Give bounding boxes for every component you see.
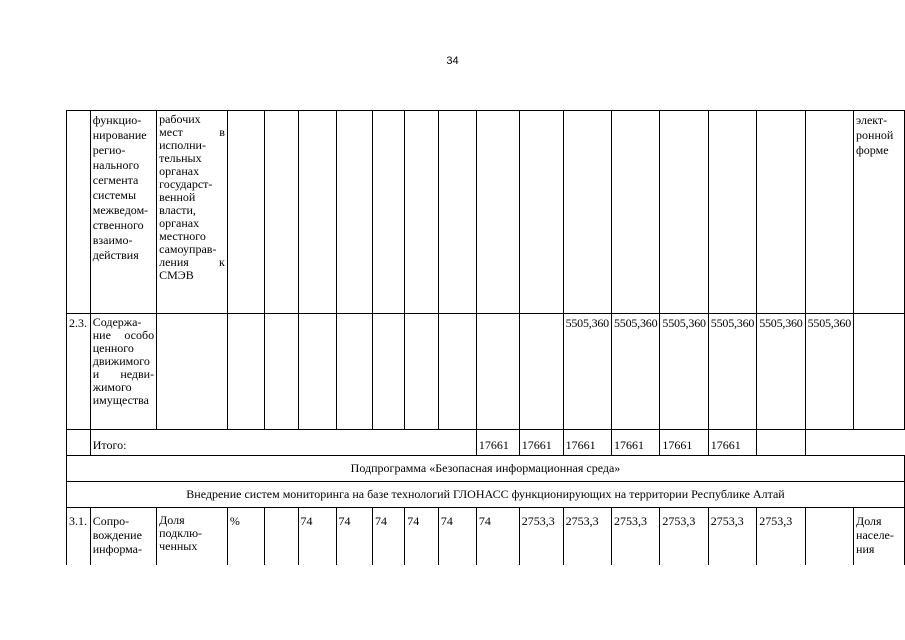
indicator-name-cell: рабочих мест в исполни- тельных органах государст- венной власти, органах местного самоуправ- ления к СМЭВ — [157, 111, 228, 314]
row-number-cell: 3.1. — [67, 508, 91, 566]
target-cell: 74 — [336, 508, 373, 566]
total-value: 17661 — [563, 430, 611, 456]
section-title: Внедрение систем мониторинга на базе технологий ГЛОНАСС функционирующих на территории Республике Алтай — [67, 482, 905, 508]
value-cell: 5505,360 — [660, 314, 708, 430]
table-row — [67, 111, 905, 314]
total-value: 17661 — [519, 430, 563, 456]
note-cell: элект- ронной форме — [854, 111, 905, 314]
activity-name-cell: функцио- нирование регио- нального сегмента системы межведом- ственного взаимо- действия — [90, 111, 156, 314]
section-row — [67, 482, 905, 508]
program-table — [66, 110, 905, 565]
activity-name-cell: Сопро- вождение информа- — [90, 508, 156, 566]
target-cell: 74 — [438, 508, 476, 566]
subprogram-title: Подпрограмма «Безопасная информационная среда» — [67, 456, 905, 482]
unit-cell: % — [227, 508, 264, 566]
value-cell: 2753,3 — [563, 508, 611, 566]
value-cell: 2753,3 — [757, 508, 805, 566]
value-cell: 5505,360 — [708, 314, 756, 430]
table-row — [67, 508, 905, 566]
subprogram-row — [67, 456, 905, 482]
value-cell: 5505,360 — [563, 314, 611, 430]
value-cell: 5505,360 — [611, 314, 659, 430]
target-cell: 74 — [476, 508, 519, 566]
value-cell: 2753,3 — [708, 508, 756, 566]
value-cell: 5505,360 — [805, 314, 853, 430]
row-number-cell — [67, 111, 91, 314]
total-label: Итого: — [90, 430, 476, 456]
target-cell: 74 — [298, 508, 336, 566]
value-cell: 2753,3 — [611, 508, 659, 566]
row-number-cell: 2.3. — [67, 314, 91, 430]
note-cell: Доля населе- ния — [854, 508, 905, 566]
total-row — [67, 430, 905, 456]
indicator-name-cell: Доля подклю- ченных — [157, 508, 228, 566]
total-value: 17661 — [476, 430, 519, 456]
value-cell: 5505,360 — [757, 314, 805, 430]
value-cell: 2753,3 — [519, 508, 563, 566]
table-row — [67, 314, 905, 430]
value-cell: 2753,3 — [660, 508, 708, 566]
total-value: 17661 — [660, 430, 708, 456]
activity-name-cell: Содержа- ние особо ценного движимого и недви- жимого имущества — [90, 314, 156, 430]
target-cell: 74 — [373, 508, 405, 566]
total-value: 17661 — [708, 430, 756, 456]
target-cell: 74 — [405, 508, 439, 566]
total-value: 17661 — [611, 430, 659, 456]
page-number: 34 — [446, 55, 459, 67]
